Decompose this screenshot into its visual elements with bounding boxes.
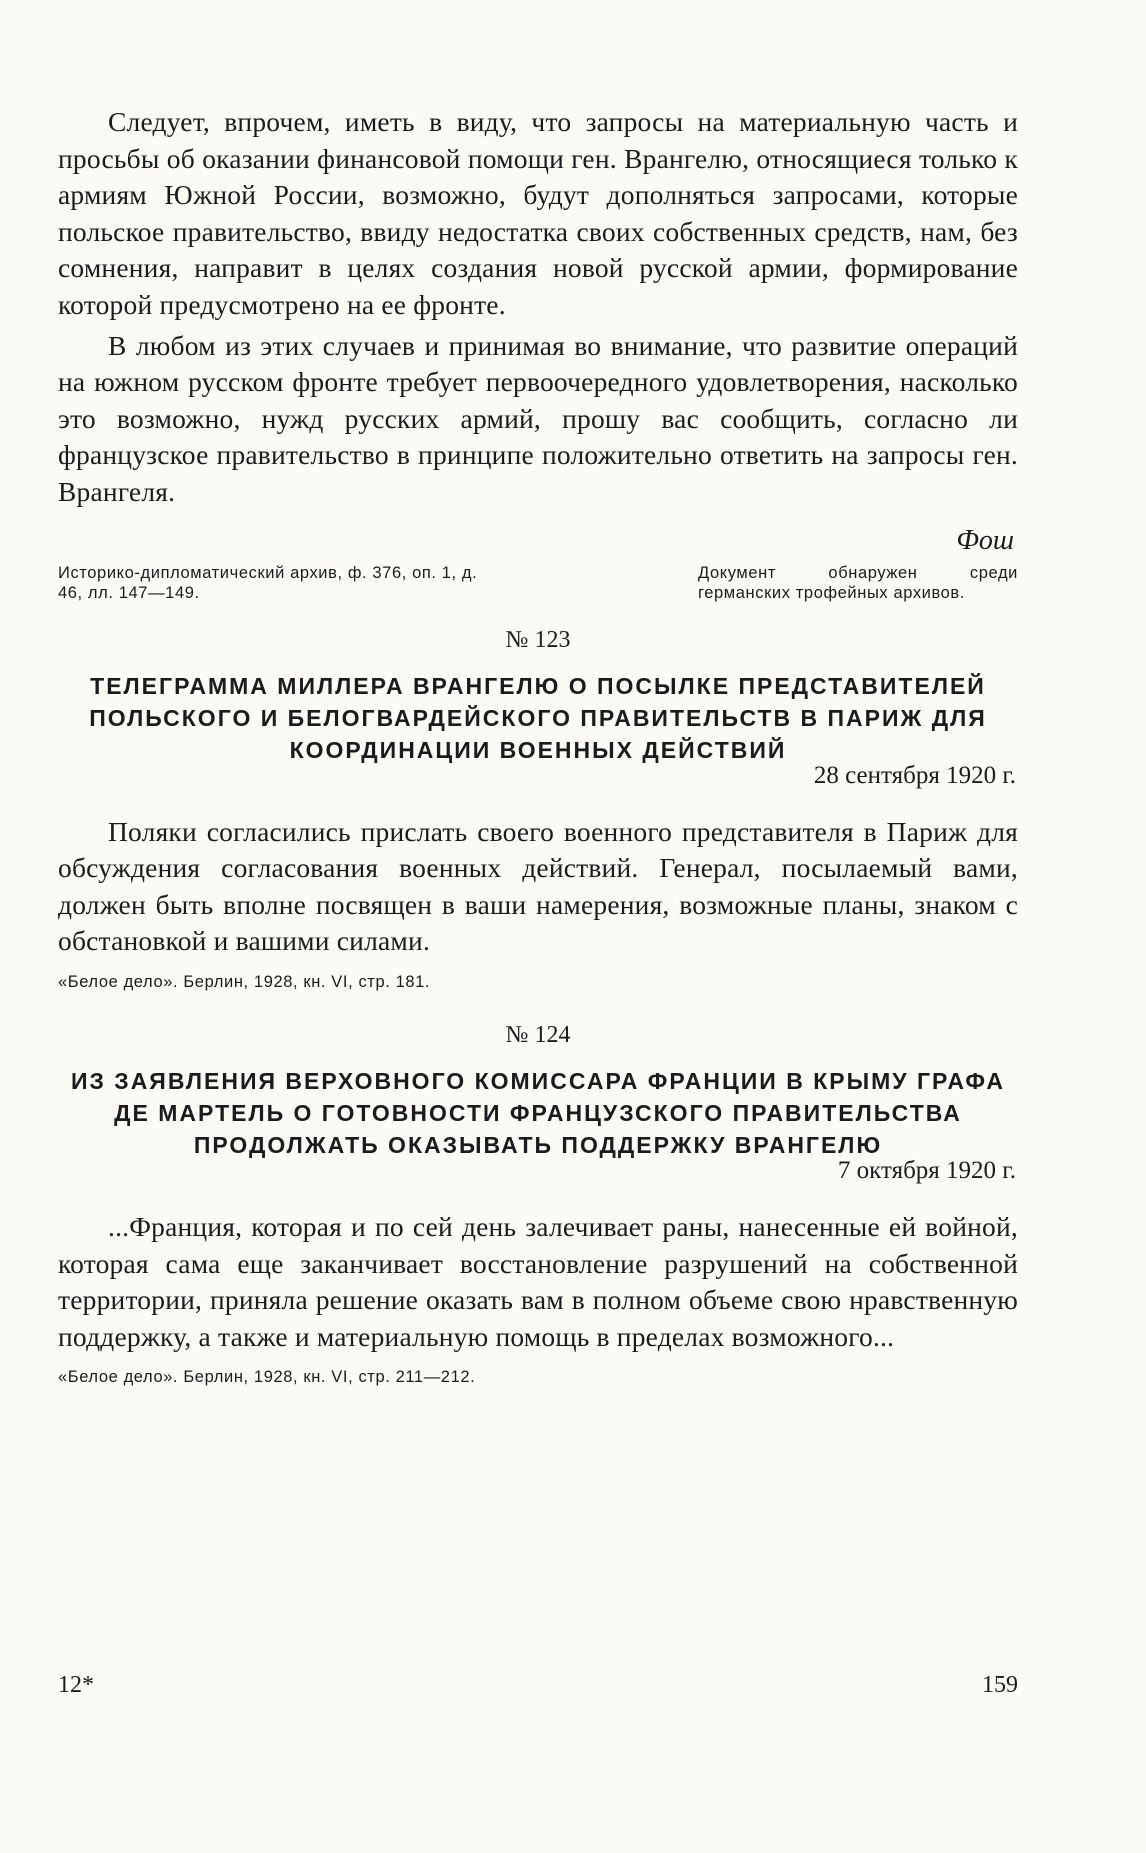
paragraph-1: Следует, впрочем, иметь в виду, что запросы на материальную часть и просьбы об оказании финансовой помощи ген. Врангелю, относящиеся только к армиям Южной России, возможно, будут дополняться запросами, которые польское правительство, ввиду недостатка своих собственных средств, нам, без сомнения, направит в целях создания новой русской армии, формирование которой предусмотрено на ее фронте. xyxy=(58,106,1018,320)
document-123-source: «Белое дело». Берлин, 1928, кн. VI, стр. 181. xyxy=(58,972,431,991)
archive-references xyxy=(58,563,1018,603)
document-123-date: 28 сентября 1920 г. xyxy=(813,761,1016,789)
page-number: 159 xyxy=(982,1672,1018,1698)
document-124-text: ...Франция, которая и по сей день залечивает раны, нанесенные ей войной, которая сама еще заканчивает восстановление разрушений на собственной территории, приняла решение оказать вам в полном объеме свою нравственную поддержку, а также и материальную помощь в пределах возможного... xyxy=(58,1210,1018,1352)
document-123-title: ТЕЛЕГРАММА МИЛЛЕРА ВРАНГЕЛЮ О ПОСЫЛКЕ ПРЕДСТАВИТЕЛЕЙ ПОЛЬСКОГО И БЕЛОГВАРДЕЙСКОГО ПРАВИТЕЛЬСТВ В ПАРИЖ ДЛЯ КООРДИНАЦИИ ВОЕННЫХ ДЕЙСТВИЙ xyxy=(89,672,987,763)
document-124-number: № 124 xyxy=(505,1021,571,1048)
signature-mark: 12* xyxy=(58,1672,94,1698)
document-124-source: «Белое дело». Берлин, 1928, кн. VI, стр. 211—212. xyxy=(58,1368,476,1387)
document-123-number: № 123 xyxy=(505,626,571,653)
document-124-title: ИЗ ЗАЯВЛЕНИЯ ВЕРХОВНОГО КОМИССАРА ФРАНЦИИ В КРЫМУ ГРАФА ДЕ МАРТЕЛЬ О ГОТОВНОСТИ ФРАНЦУЗСКОГО ПРАВИТЕЛЬСТВА ПРОДОЛЖАТЬ ОКАЗЫВАТЬ ПОДДЕРЖКУ ВРАНГЕЛЮ xyxy=(70,1067,1006,1158)
archive-reference-left: Историко-дипломатический архив, ф. 376, оп. 1, д. 46, лл. 147—149. xyxy=(58,563,478,602)
document-123-text: Поляки согласились прислать своего военного представителя в Париж для обсуждения согласования военных действий. Генерал, посылаемый вами, должен быть вполне посвящен в ваши намерения, возможные планы, знаком с обстановкой и вашими силами. xyxy=(58,815,1018,957)
page-footer xyxy=(58,1672,1018,1699)
document-124-date: 7 октября 1920 г. xyxy=(837,1156,1016,1184)
archive-reference-right: Документ обнаружен среди германских трофейных архивов. xyxy=(698,563,1018,602)
paragraph-2: В любом из этих случаев и принимая во внимание, что развитие операций на южном русском фронте требует первоочередного удовлетворения, насколько это возможно, нужд русских армий, прошу вас сообщить, согласно ли французское правительство в принципе положительно ответить на запросы ген. Врангеля. xyxy=(58,329,1018,507)
signature: Фош xyxy=(956,524,1014,556)
